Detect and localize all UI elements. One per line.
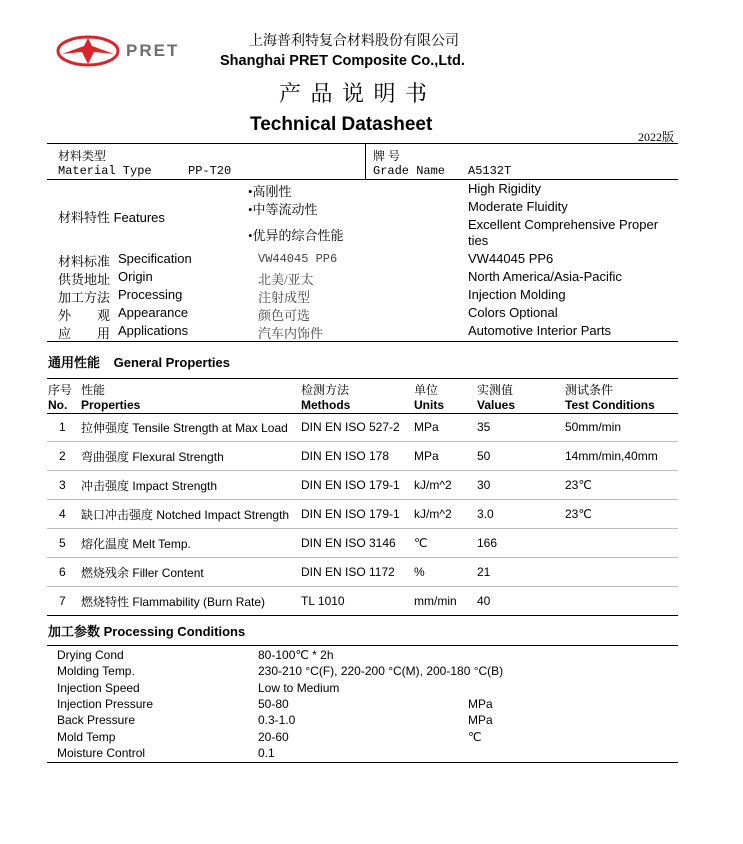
info-divider xyxy=(365,143,366,179)
doc-title-cn: 产 品 说 明 书 xyxy=(279,81,430,106)
doc-title-en: Technical Datasheet xyxy=(250,114,433,135)
processing-bottom-border xyxy=(47,762,678,763)
props-top-border xyxy=(47,378,678,379)
grade-label-en: Grade Name xyxy=(373,164,446,178)
row-method: DIN EN ISO 3146 xyxy=(301,529,414,558)
company-name-cn: 上海普利特复合材料股份有限公司 xyxy=(249,34,459,49)
row-condition: 14mm/min,40mm xyxy=(565,442,678,471)
info-type-border xyxy=(47,179,678,180)
grade-label-cn: 牌 号 xyxy=(373,149,401,163)
row-no: 7 xyxy=(47,587,81,616)
processing-unit: MPa xyxy=(468,697,493,712)
origin-label-en: Origin xyxy=(118,269,153,284)
processing-label: Back Pressure xyxy=(57,713,136,728)
row-method: TL 1010 xyxy=(301,587,414,616)
header-cond-en: Test Conditions xyxy=(565,398,655,412)
pret-star-logo-icon xyxy=(56,34,120,68)
row-no: 3 xyxy=(47,471,81,500)
feature-en-4: ties xyxy=(468,233,489,248)
row-method: DIN EN ISO 1172 xyxy=(301,558,414,587)
material-type-label-en: Material Type xyxy=(58,164,152,178)
row-method: DIN EN ISO 527-2 xyxy=(301,413,414,442)
header-value-cn: 实测值 xyxy=(477,383,514,397)
company-logo xyxy=(56,34,196,68)
row-property: 弯曲强度 Flexural Strength xyxy=(81,442,301,471)
processing-label: Injection Speed xyxy=(57,680,140,695)
header-unit-cn: 单位 xyxy=(414,383,439,397)
material-type-label-cn: 材料类型 xyxy=(58,149,107,163)
table-row xyxy=(47,413,678,442)
row-no: 1 xyxy=(47,413,81,442)
header-method-en: Methods xyxy=(301,398,351,412)
row-condition xyxy=(565,558,678,587)
table-row xyxy=(47,471,678,500)
row-property: 燃烧残余 Filler Content xyxy=(81,558,301,587)
general-title-en: General Properties xyxy=(113,355,230,370)
header-prop-cn: 性能 xyxy=(81,383,106,397)
grade-value: A5132T xyxy=(468,164,512,178)
row-unit: MPa xyxy=(414,442,477,471)
processing-row xyxy=(47,647,678,663)
row-property: 熔化温度 Melt Temp. xyxy=(81,529,301,558)
row-method: DIN EN ISO 179-1 xyxy=(301,500,414,529)
material-type-value: PP-T20 xyxy=(188,164,232,178)
row-condition: 50mm/min xyxy=(565,413,678,442)
row-no: 2 xyxy=(47,442,81,471)
general-title-cn: 通用性能 xyxy=(48,355,101,370)
processing-label: Moisture Control xyxy=(57,745,146,760)
row-condition xyxy=(565,529,678,558)
row-no: 6 xyxy=(47,558,81,587)
row-property: 缺口冲击强度 Notched Impact Strength xyxy=(81,500,301,529)
logo-text: PRET xyxy=(126,41,180,60)
processing-unit: MPa xyxy=(468,713,493,728)
info-top-border xyxy=(47,143,678,144)
processing-top-border xyxy=(47,645,678,646)
row-value: 166 xyxy=(477,529,565,558)
row-property: 拉伸强度 Tensile Strength at Max Load xyxy=(81,413,301,442)
applications-label-en: Applications xyxy=(118,323,189,338)
company-name-en: Shanghai PRET Composite Co.,Ltd. xyxy=(220,53,465,69)
processing-value: Low to Medium xyxy=(258,680,340,695)
processing-table xyxy=(47,647,678,761)
row-unit: % xyxy=(414,558,477,587)
processing-value: 230-210 °C(F), 220-200 °C(M), 200-180 °C(B) xyxy=(258,664,504,679)
row-unit: kJ/m^2 xyxy=(414,471,477,500)
spec-label-en: Specification xyxy=(118,251,192,266)
row-value: 35 xyxy=(477,413,565,442)
processing-title: 加工参数 Processing Conditions xyxy=(48,624,246,639)
row-value: 40 xyxy=(477,587,565,616)
processing-unit xyxy=(468,647,678,663)
header-unit-en: Units xyxy=(414,398,444,412)
processing-row xyxy=(47,680,678,696)
row-unit: mm/min xyxy=(414,587,477,616)
row-value: 50 xyxy=(477,442,565,471)
table-row xyxy=(47,558,678,587)
applications-value-en: Automotive Interior Parts xyxy=(468,323,612,338)
table-row xyxy=(47,500,678,529)
row-property: 冲击强度 Impact Strength xyxy=(81,471,301,500)
feature-cn-2: •中等流动性 xyxy=(248,202,318,217)
processing-value: 0.1 xyxy=(258,745,275,760)
table-row xyxy=(47,529,678,558)
feature-cn-3: •优异的综合性能 xyxy=(248,228,344,243)
header-cond-cn: 测试条件 xyxy=(565,383,614,397)
origin-value-cn: 北美/亚太 xyxy=(258,272,314,287)
processing-unit xyxy=(468,680,678,696)
processing-label: Molding Temp. xyxy=(57,664,135,679)
row-unit: MPa xyxy=(414,413,477,442)
table-row xyxy=(47,442,678,471)
spec-value-en: VW44045 PP6 xyxy=(468,251,554,266)
processing-label-en: Processing xyxy=(118,287,183,302)
row-value: 21 xyxy=(477,558,565,587)
processing-row xyxy=(47,696,678,712)
processing-row xyxy=(47,663,678,679)
feature-en-1: High Rigidity xyxy=(468,181,541,196)
processing-value-cn: 注射成型 xyxy=(258,290,311,305)
processing-label-cn: 加工方法 xyxy=(58,290,111,305)
header-prop-en: Properties xyxy=(81,398,141,412)
row-value: 3.0 xyxy=(477,500,565,529)
applications-value-cn: 汽车内饰件 xyxy=(258,326,324,341)
row-method: DIN EN ISO 178 xyxy=(301,442,414,471)
row-no: 5 xyxy=(47,529,81,558)
version-label: 2022版 xyxy=(638,130,675,144)
appearance-value-en: Colors Optional xyxy=(468,305,558,320)
processing-value: 80-100℃ * 2h xyxy=(258,648,334,663)
processing-unit: ℃ xyxy=(468,729,482,744)
appearance-label-en: Appearance xyxy=(118,305,189,320)
processing-value-en: Injection Molding xyxy=(468,287,566,302)
row-method: DIN EN ISO 179-1 xyxy=(301,471,414,500)
general-properties-title xyxy=(48,352,230,371)
row-unit: kJ/m^2 xyxy=(414,500,477,529)
row-unit: ℃ xyxy=(414,529,477,558)
processing-unit xyxy=(468,745,678,761)
appearance-label-cn: 外 观 xyxy=(58,308,111,323)
header-value-en: Values xyxy=(477,398,516,412)
processing-row xyxy=(47,728,678,744)
header-no-cn: 序号 xyxy=(48,383,73,397)
properties-table xyxy=(47,413,678,616)
header-no-en: No. xyxy=(48,398,68,412)
features-label: 材料特性 Features xyxy=(58,210,165,225)
feature-en-3: Excellent Comprehensive Proper xyxy=(468,217,659,232)
row-property: 燃烧特性 Flammability (Burn Rate) xyxy=(81,587,301,616)
origin-value-en: North America/Asia-Pacific xyxy=(468,269,622,284)
processing-value: 0.3-1.0 xyxy=(258,713,296,728)
processing-row xyxy=(47,745,678,761)
processing-value: 50-80 xyxy=(258,697,289,712)
processing-label: Injection Pressure xyxy=(57,697,154,712)
spec-value-cn: VW44045 PP6 xyxy=(258,252,338,266)
row-condition: 23℃ xyxy=(565,471,678,500)
row-value: 30 xyxy=(477,471,565,500)
appearance-value-cn: 颜色可选 xyxy=(258,308,311,323)
info-bottom-border xyxy=(47,341,678,342)
row-condition: 23℃ xyxy=(565,500,678,529)
table-row xyxy=(47,587,678,616)
row-condition xyxy=(565,587,678,616)
processing-label: Mold Temp xyxy=(57,729,116,744)
processing-value: 20-60 xyxy=(258,729,289,744)
spec-label-cn: 材料标准 xyxy=(58,254,111,269)
applications-label-cn: 应 用 xyxy=(58,326,111,341)
feature-en-2: Moderate Fluidity xyxy=(468,199,568,214)
processing-label: Drying Cond xyxy=(57,648,124,663)
origin-label-cn: 供货地址 xyxy=(58,272,111,287)
header-method-cn: 检测方法 xyxy=(301,383,350,397)
row-no: 4 xyxy=(47,500,81,529)
processing-row xyxy=(47,712,678,728)
feature-cn-1: •高刚性 xyxy=(248,184,292,199)
